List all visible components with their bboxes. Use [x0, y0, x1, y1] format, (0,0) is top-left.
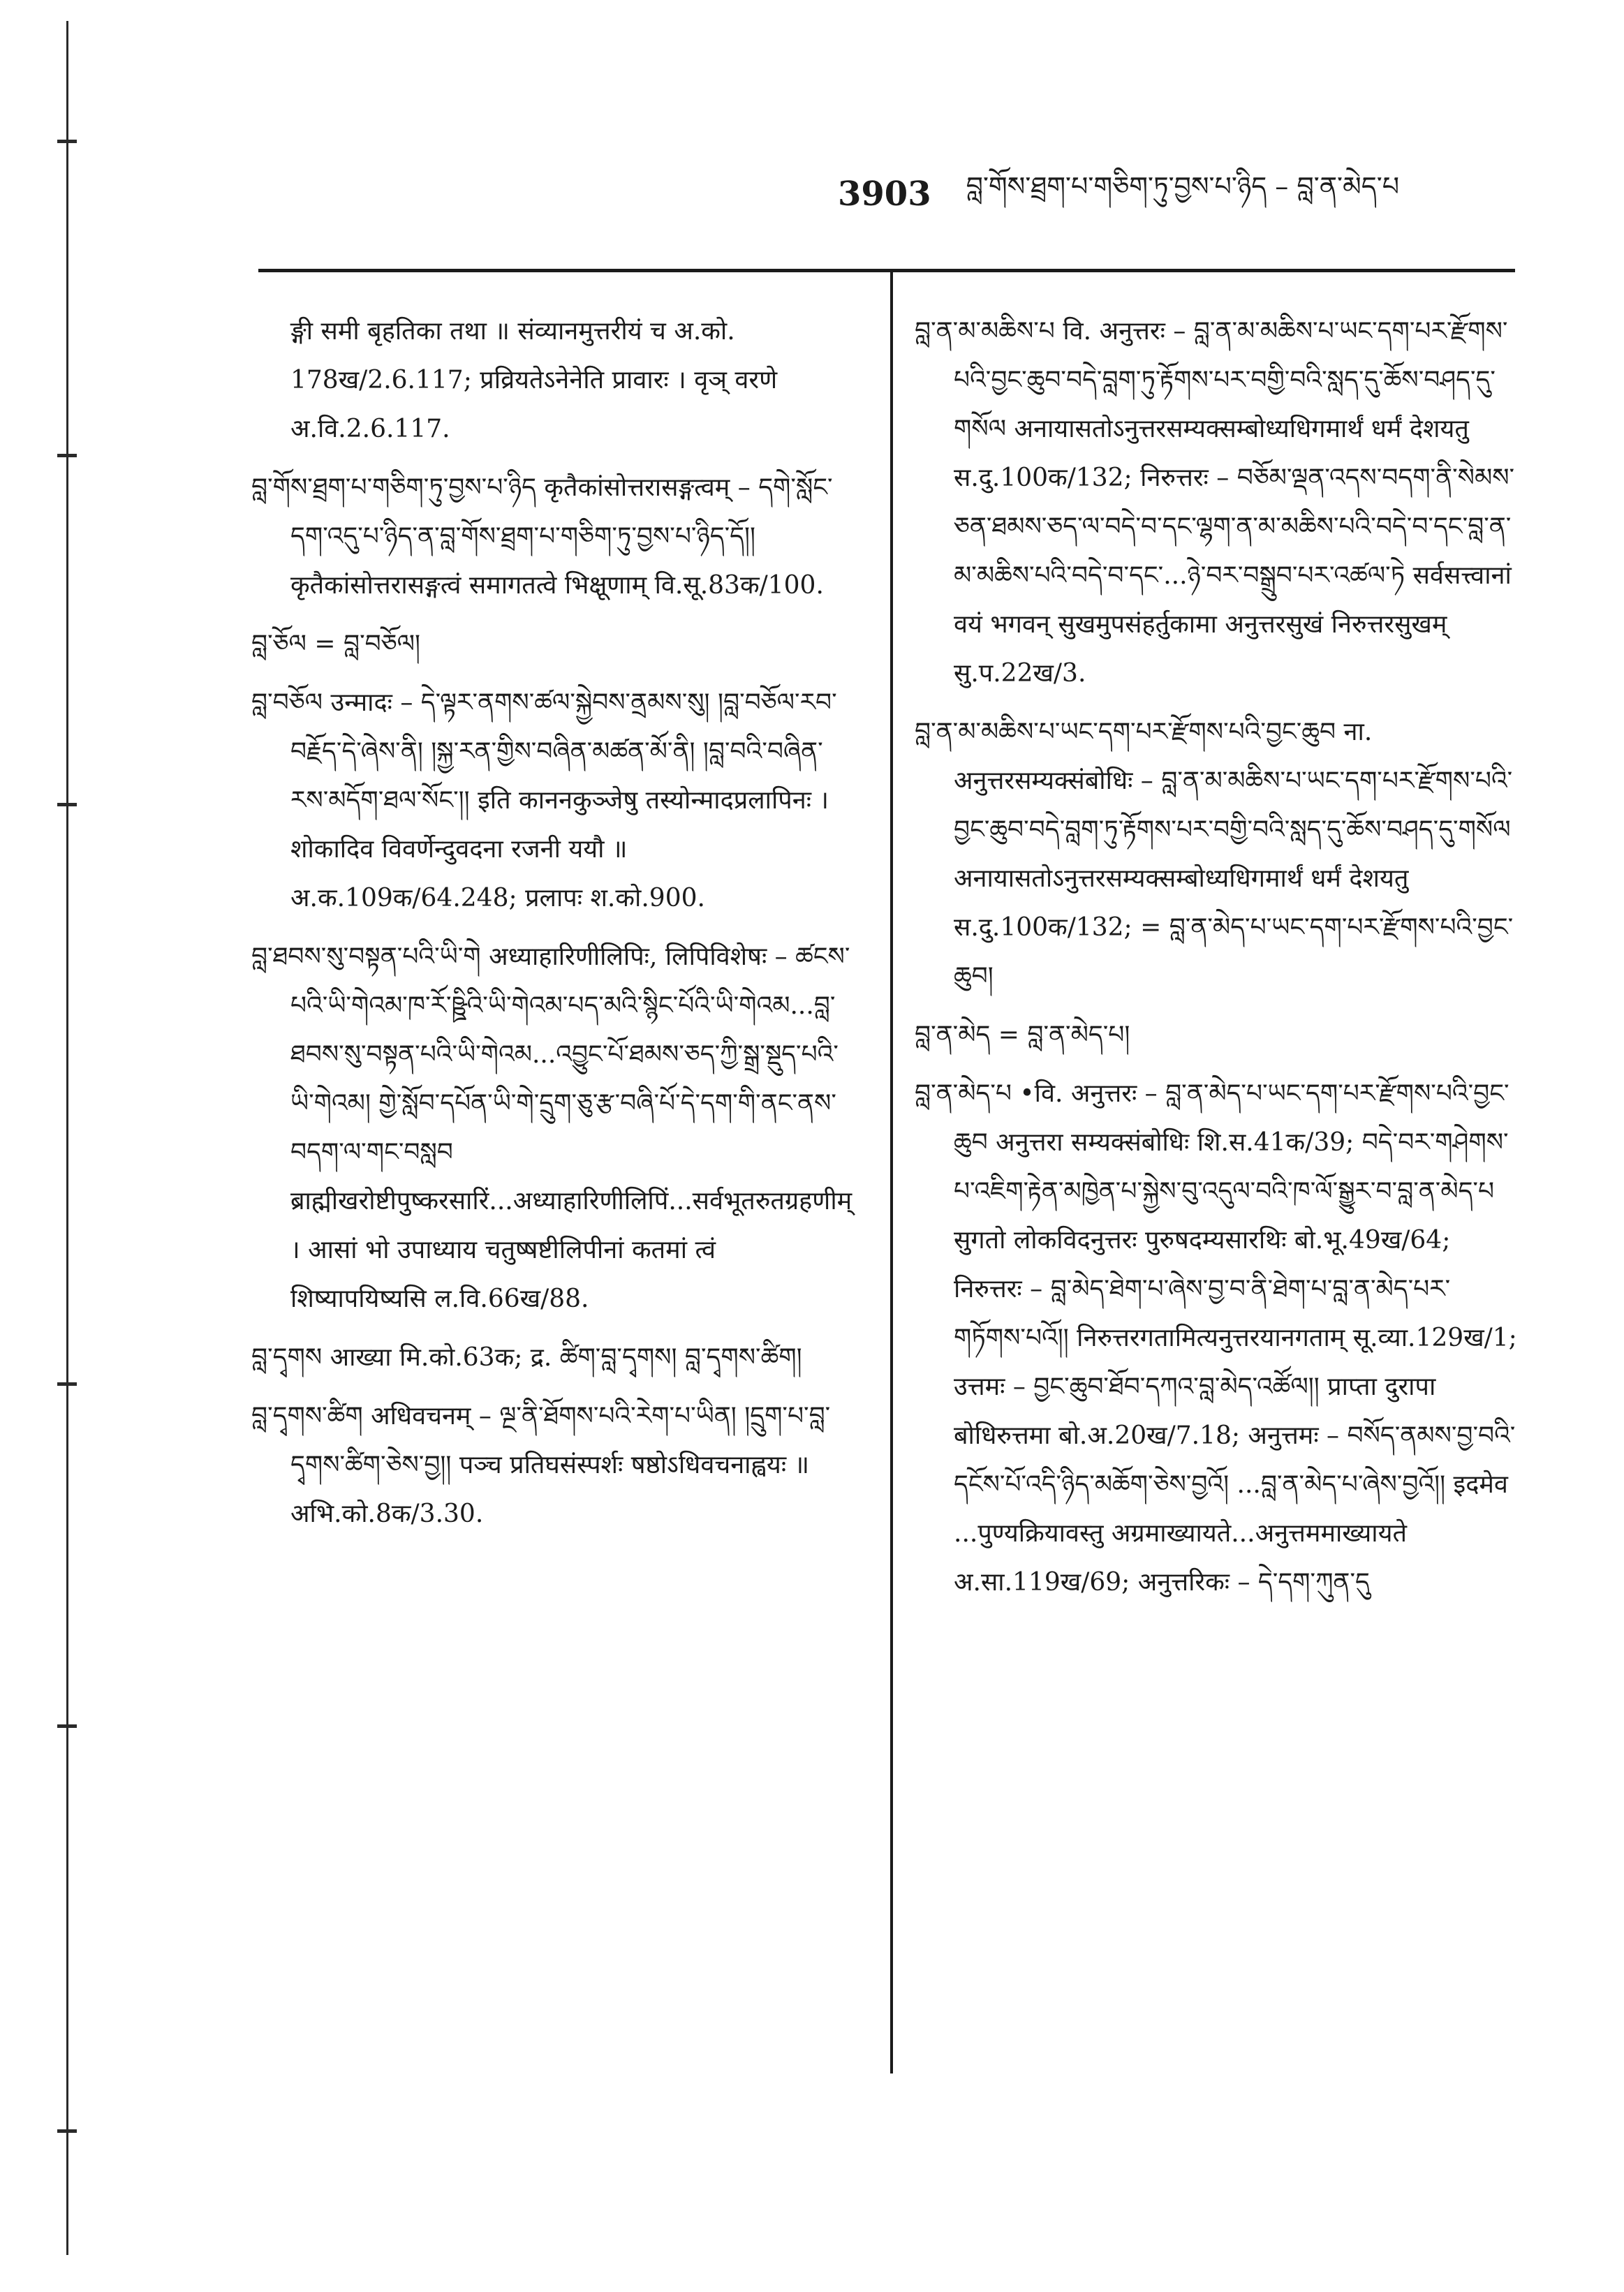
margin-tick — [57, 140, 77, 143]
dictionary-entry: བླ་དྭགས་ཚིག अधिवचनम् – ལྔ་ནི་ཐོགས་པའི་རེག་པ་ཡིན། །དྲུག་པ་བླ་དྭགས་ཚིག་ཅེས་བྱ།། पञ्च प्रतिघसंस्पर्शः षष्ठोऽधिवचनाह्वयः ॥ अभि.को.8क/3.30. — [251, 1402, 831, 1528]
margin-tick — [57, 1724, 77, 1728]
left-column — [251, 307, 859, 1548]
margin-tick — [57, 454, 77, 457]
margin-line — [66, 21, 68, 2255]
right-column — [915, 307, 1522, 1617]
dictionary-entry: བླ་ཅོལ = བླ་བཅོལ། — [251, 630, 421, 658]
running-head: བླ་གོས་ཐྲག་པ་གཅིག་ཏུ་བྱས་པ་ཉིད – བླ་ན་མེད་པ — [966, 170, 1400, 202]
dictionary-entry: ङ्गी समी बृहतिका तथा ॥ संव्यानमुत्तरीयं च अ.को. 178ख/2.6.117; प्रव्रियतेऽनेनेति प्रावारः । वृञ् वरणे अ.वि.2.6.117. — [290, 317, 778, 443]
dictionary-entry: བླ་ན་མ་མཆིས་པ वि. अनुत्तरः – བླ་ན་མ་མཆིས་པ་ཡང་དག་པར་རྫོགས་པའི་བྱང་ཆུབ་བདེ་བླག་ཏུ་རྟོགས་པར་བགྱི་བའི་སླད་དུ་ཆོས་བཤད་དུ་གསོལ अनायासतोऽनुत्तरसम्यक्सम्बोध्यधिगमार्थं धर्मं देशयतु स.दु.100क/132; निरुत्तरः – བཅོམ་ལྡན་འདས་བདག་ནི་སེམས་ཅན་ཐམས་ཅད་ལ་བདེ་བ་དང་ལྷག་ན་མ་མཆིས་པའི་བདེ་བ་དང་བླ་ན་མ་མཆིས་པའི་བདེ་བ་དང་...ཉེ་བར་བསྒྲུབ་པར་འཚལ་ཏེ सर्वसत्त्वानां वयं भगवन् सुखमुपसंहर्तुकामा अनुत्तरसुखं निरुत्तरसुखम् सु.प.22ख/3. — [915, 317, 1515, 688]
column-divider — [890, 272, 893, 2073]
margin-tick — [57, 2129, 77, 2133]
header-rule — [258, 269, 1515, 272]
dictionary-entry: བླ་ན་མ་མཆིས་པ་ཡང་དག་པར་རྫོགས་པའི་བྱང་ཆུབ ना. अनुत्तरसम्यक्संबोधिः – བླ་ན་མ་མཆིས་པ་ཡང་དག་པར་རྫོགས་པའི་བྱང་ཆུབ་བདེ་བླག་ཏུ་རྟོགས་པར་བགྱི་བའི་སླད་དུ་ཆོས་བཤད་དུ་གསོལ अनायासतोऽनुत्तरसम्यक्सम्बोध्यधिगमार्थं धर्मं देशयतु स.दु.100क/132; = བླ་ན་མེད་པ་ཡང་དག་པར་རྫོགས་པའི་བྱང་ཆུབ། — [915, 718, 1514, 991]
dictionary-entry: བླ་ན་མེད = བླ་ན་མེད་པ། — [915, 1021, 1130, 1049]
dictionary-entry: བླ་ཐབས་སུ་བསྟན་པའི་ཡི་གེ अध्याहारिणीलिपिः, लिपिविशेषः – ཚངས་པའི་ཡི་གེའམ་ཁ་རོ་ཥྛིའི་ཡི་གེའམ་པད་མའི་སྙིང་པོའི་ཡི་གེའམ...བླ་ཐབས་སུ་བསྟན་པའི་ཡི་གེའམ...འབྱུང་པོ་ཐམས་ཅད་ཀྱི་སྒྲ་སྡུད་པའི་ཡི་གེའམ། གྱེ་སློབ་དཔོན་ཡི་གེ་དྲུག་ཅུ་རྩ་བཞི་པོ་དེ་དག་གི་ནང་ནས་བདག་ལ་གང་བསླབ ब्राह्मीखरोष्टीपुष्करसारिं...अध्याहारिणीलिपिं...सर्वभूतरुतग्रहणीम् । आसां भो उपाध्याय चतुष्षष्टीलिपीनां कतमां त्वं शिष्यापयिष्यसि ल.वि.66ख/88. — [251, 942, 852, 1313]
page-number: 3903 — [838, 175, 931, 214]
page-header — [838, 166, 1536, 222]
dictionary-entry: བླ་དྭགས आख्या मि.को.63क; द्र. ཚིག་བླ་དྭགས། བླ་དྭགས་ཚིག། — [251, 1343, 802, 1372]
dictionary-entry: བླ་ན་མེད་པ •वि. अनुत्तरः – བླ་ན་མེད་པ་ཡང་དག་པར་རྫོགས་པའི་བྱང་ཆུབ अनुत्तरा सम्यक्संबोधिः शि.स.41क/39; བདེ་བར་གཤེགས་པ་འཇིག་རྟེན་མཁྱེན་པ་སྐྱེས་བུ་འདུལ་བའི་ཁ་ལོ་སྒྱུར་བ་བླ་ན་མེད་པ सुगतो लोकविदनुत्तरः पुरुषदम्यसारथिः बो.भू.49ख/64; निरुत्तरः – བླ་མེད་ཐེག་པ་ཞེས་བྱ་བ་ནི་ཐེག་པ་བླ་ན་མེད་པར་གཏོགས་པའོ།། निरुत्तरगतामित्यनुत्तरयानगताम् सू.व्या.129ख/1; उत्तमः – བྱང་ཆུབ་ཐོབ་དཀའ་བླ་མེད་འཚོལ།། प्राप्ता दुरापा बोधिरुत्तमा बो.अ.20ख/7.18; अनुत्तमः – བསོད་ནམས་བྱ་བའི་དངོས་པོ་འདི་ཉིད་མཆོག་ཅེས་བྱའོ། ...བླ་ན་མེད་པ་ཞེས་བྱའོ།། इदमेव ...पुण्यक्रियावस्तु अग्रमाख्यायते...अनुत्तममाख्यायते अ.सा.119ख/69; अनुत्तरिकः – དེ་དག་ཀུན་དུ — [915, 1079, 1517, 1597]
margin-tick — [57, 803, 77, 806]
dictionary-entry: བླ་གོས་ཐྲག་པ་གཅིག་ཏུ་བྱས་པ་ཉིད कृतैकांसोत्तरासङ्गत्वम् – དགེ་སློང་དག་འདུ་པ་ཉིད་ན་བླ་གོས་ཐྲག་པ་གཅིག་ཏུ་བྱས་པ་ཉིད་དོ།། कृतैकांसोत्तरासङ्गत्वं समागतत्वे भिक्षूणाम् वि.सू.83क/100. — [251, 473, 833, 600]
dictionary-entry: བླ་བཅོལ उन्मादः – དེ་ལྟར་ནགས་ཚལ་སྐྱེབས་ནྲམས་སུ། །བླ་བཅོལ་རབ་བརྗོད་དེ་ཞེས་ནི། །སྐྱ་རན་གྱིས་བཞིན་མཚན་མོ་ནི། །བླ་བའི་བཞིན་རས་མདོག་ཐལ་སོང་།། इति काननकुञ्जेषु तस्योन्मादप्रलापिनः । शोकादिव विवर्णेन्दुवदना रजनी ययौ ॥ अ.क.109क/64.248; प्रलापः श.को.900. — [251, 688, 837, 912]
margin-tick — [57, 1382, 77, 1386]
